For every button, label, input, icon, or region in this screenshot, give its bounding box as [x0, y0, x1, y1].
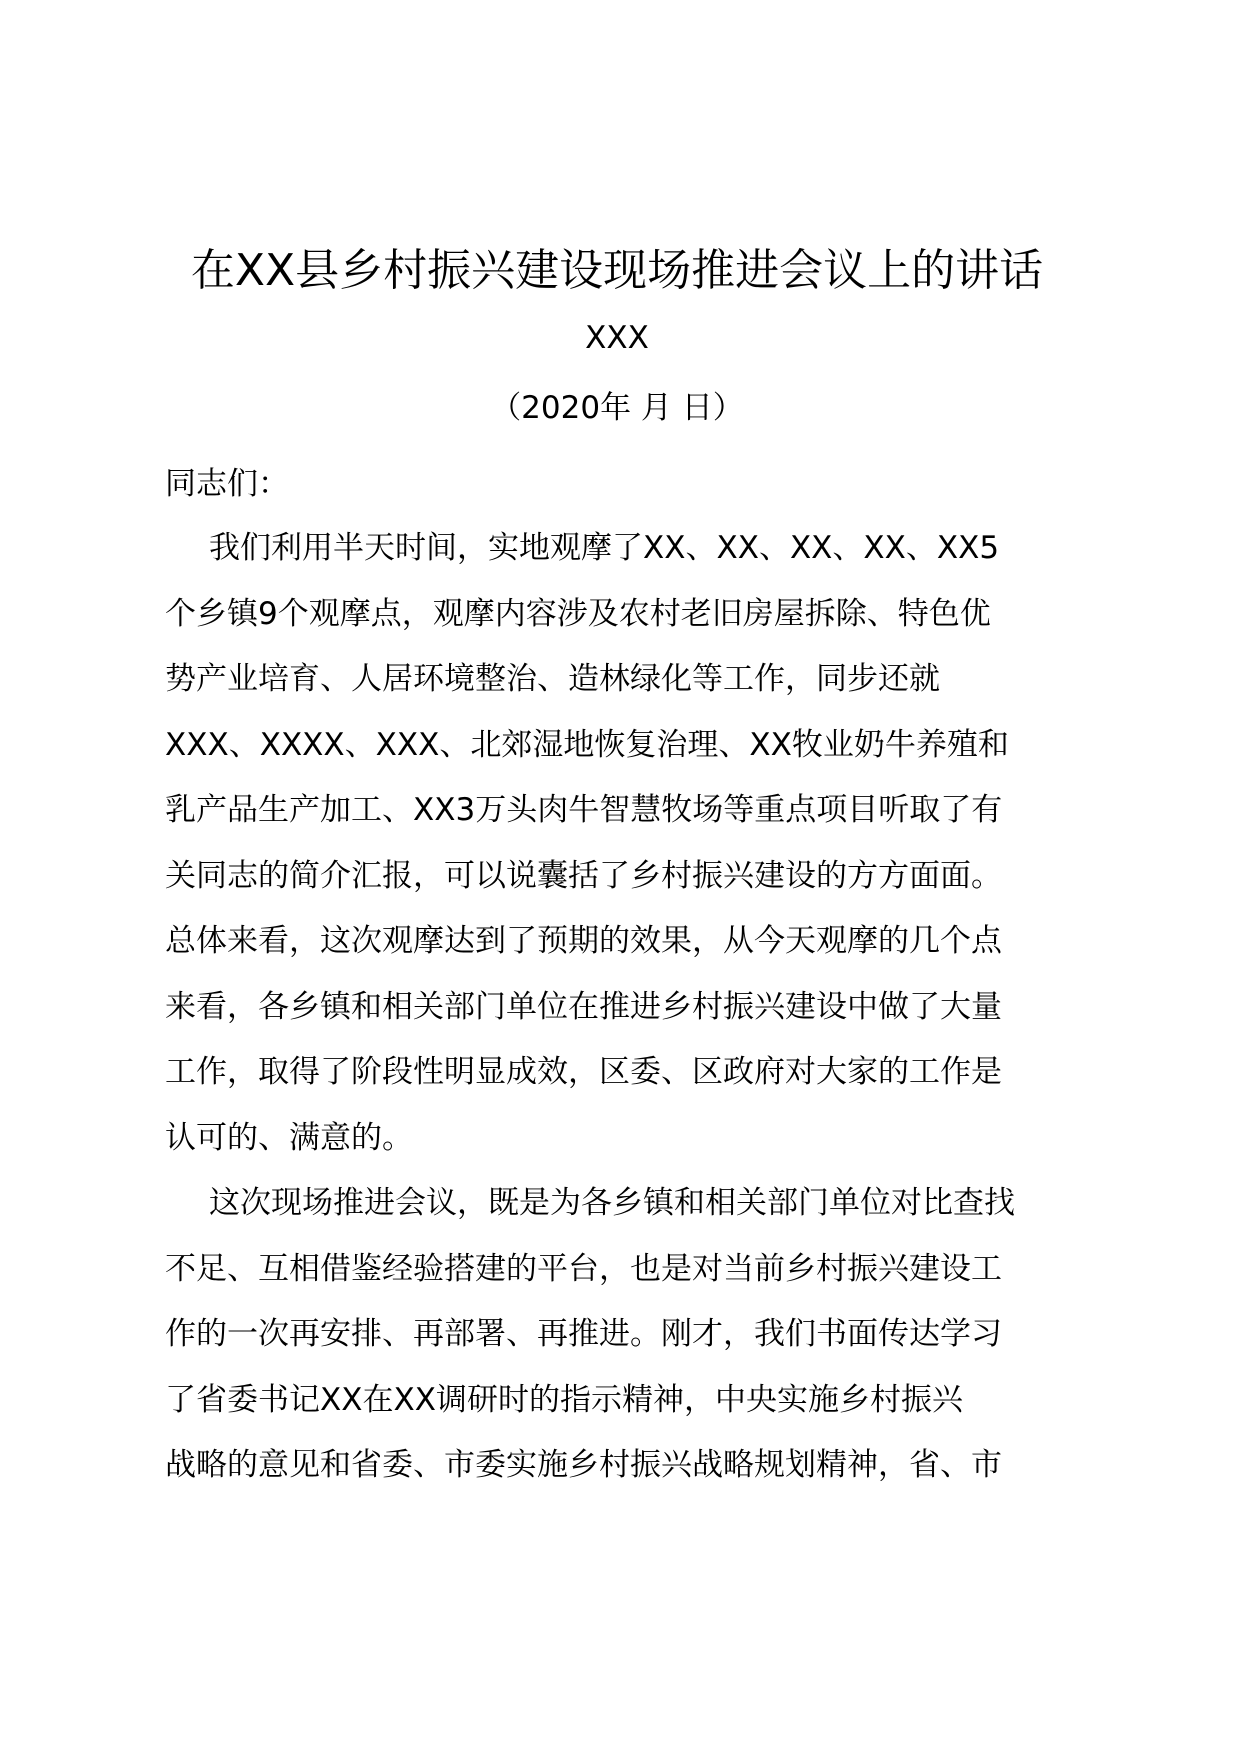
- paragraph-line: 我们利用半天时间，实地观摩了XX、XX、XX、XX、XX5: [209, 530, 1000, 566]
- paragraph-line: 来看，各乡镇和相关部门单位在推进乡村振兴建设中做了大量: [165, 988, 1002, 1025]
- paragraph-line: 关同志的简介汇报，可以说囊括了乡村振兴建设的方方面面。: [165, 857, 1002, 894]
- paragraph-1: [165, 516, 1085, 1171]
- paragraph-line: 乳产品生产加工、XX3万头肉牛智慧牧场等重点项目听取了有: [165, 792, 1003, 828]
- paragraph-line: XXX、XXXX、XXX、北郊湿地恢复治理、XX牧业奶牛养殖和: [165, 726, 1009, 763]
- paragraph-line: 总体来看，这次观摩达到了预期的效果，从今天观摩的几个点: [165, 923, 1002, 959]
- paragraph-line: 战略的意见和省委、市委实施乡村振兴战略规划精神，省、市: [165, 1447, 1002, 1483]
- document-title: 在XX县乡村振兴建设现场推进会议上的讲话: [190, 245, 1044, 296]
- paragraph-line: 认可的、满意的。: [165, 1119, 413, 1156]
- paragraph-line: 作的一次再安排、再部署、再推进。刚才，我们书面传达学习: [165, 1316, 1002, 1352]
- document-author: XXX: [585, 320, 649, 356]
- paragraph-2: [165, 1171, 1085, 1499]
- paragraph-line: 个乡镇9个观摩点，观摩内容涉及农村老旧房屋拆除、特色优: [165, 595, 991, 632]
- paragraph-line: 工作，取得了阶段性明显成效，区委、区政府对大家的工作是: [165, 1054, 1002, 1090]
- paragraph-line: 了省委书记XX在XX调研时的指示精神，中央实施乡村振兴: [165, 1381, 963, 1418]
- paragraph-line: 势产业培育、人居环境整治、造林绿化等工作，同步还就: [165, 661, 940, 697]
- greeting-text: 同志们：: [165, 466, 289, 502]
- greeting: [165, 452, 1085, 518]
- paragraph-line: 不足、互相借鉴经验搭建的平台，也是对当前乡村振兴建设工: [165, 1250, 1002, 1287]
- document-date: （2020年 月 日）: [490, 390, 744, 426]
- paragraph-line: 这次现场推进会议，既是为各乡镇和相关部门单位对比查找: [209, 1185, 1015, 1221]
